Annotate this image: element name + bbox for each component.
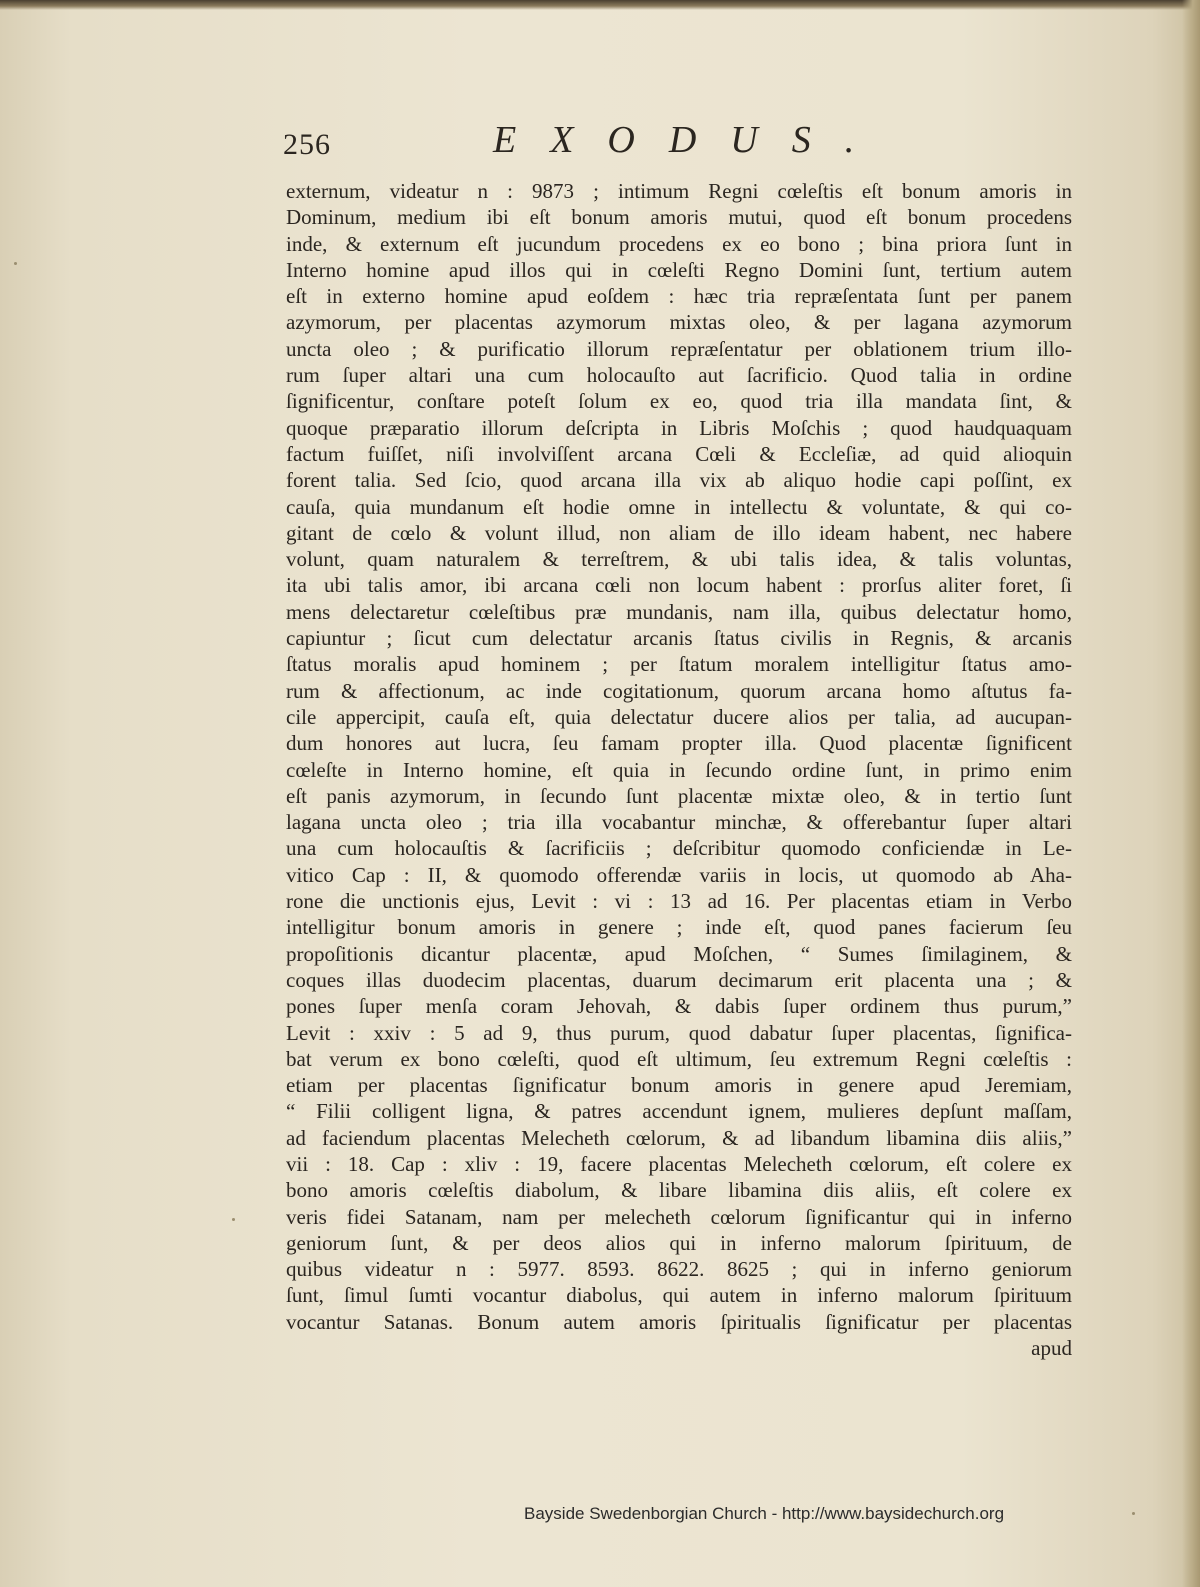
text-line: dum honores aut lucra, ſeu famam propter illa. Quod placentæ ſignificent — [286, 731, 1072, 756]
catchword: apud — [1031, 1336, 1072, 1361]
text-line: lagana uncta oleo ; tria illa vocabantur minchæ, & offerebantur ſuper altari — [286, 810, 1072, 835]
text-line: pones ſuper menſa coram Jehovah, & dabis ſuper ordinem thus purum,” — [286, 994, 1072, 1019]
text-line: ad faciendum placentas Melecheth cœlorum, & ad libandum libamina diis aliis,” — [286, 1125, 1072, 1150]
text-line: forent talia. Sed ſcio, quod arcana illa vix ab aliquo hodie capi poſſint, ex — [286, 468, 1072, 493]
text-line: externum, videatur n : 9873 ; intimum Regni cœleſtis eſt bonum amoris in — [286, 179, 1072, 203]
text-line: azymorum, per placentas azymorum mixtas oleo, & per lagana azymorum — [286, 310, 1072, 335]
text-line: ſignificentur, conſtare poteſt ſolum ex eo, quod tria illa mandata ſint, & — [286, 389, 1072, 414]
paper-speck — [232, 1218, 235, 1221]
paper-speck — [14, 262, 17, 265]
running-head: EXODUS. — [493, 119, 889, 161]
watermark-text: Bayside Swedenborgian Church - http://www.baysidechurch.org — [524, 1504, 1005, 1523]
text-line: rum & affectionum, ac inde cogitationum, quorum arcana homo aſtutus fa- — [286, 678, 1072, 703]
text-line: quoque præparatio illorum deſcripta in Libris Moſchis ; quod haudquaquam — [286, 415, 1072, 440]
text-line: ſtatus moralis apud hominem ; per ſtatum moralem intelligitur ſtatus amo- — [286, 652, 1072, 677]
text-line: ſunt, ſimul ſumti vocantur diabolus, qui autem in inferno malorum ſpirituum — [286, 1283, 1072, 1308]
body-text — [286, 178, 1072, 1361]
text-line: cauſa, quia mundanum eſt hodie omne in intellectu & voluntate, & qui co- — [286, 494, 1072, 519]
paper-speck — [1132, 1512, 1135, 1515]
text-line: volunt, quam naturalem & terreſtrem, & ubi talis idea, & talis voluntas, — [286, 547, 1072, 572]
text-line: Dominum, medium ibi eſt bonum amoris mutui, quod eſt bonum procedens — [286, 205, 1072, 230]
text-line: vocantur Satanas. Bonum autem amoris ſpiritualis ſignificatur per placentas — [286, 1309, 1072, 1334]
text-line: veris fidei Satanam, nam per melecheth cœlorum ſignificantur qui in inferno — [286, 1204, 1072, 1229]
text-line: eſt panis azymorum, in ſecundo ſunt placentæ mixtæ oleo, & in tertio ſunt — [286, 783, 1072, 808]
page-top-edge — [0, 0, 1200, 10]
text-line: intelligitur bonum amoris in genere ; inde eſt, quod panes facierum ſeu — [286, 915, 1072, 940]
text-line: ita ubi talis amor, ibi arcana cœli non locum habent : prorſus aliter foret, ſi — [286, 573, 1072, 598]
text-line: quibus videatur n : 5977. 8593. 8622. 8625 ; qui in inferno geniorum — [286, 1257, 1072, 1282]
text-line: vitico Cap : II, & quomodo offerendæ variis in locis, ut quomodo ab Aha- — [286, 862, 1072, 887]
text-line: bat verum ex bono cœleſti, quod eſt ultimum, ſeu extremum Regni cœleſtis : — [286, 1046, 1072, 1071]
text-line: capiuntur ; ſicut cum delectatur arcanis ſtatus civilis in Regnis, & arcanis — [286, 626, 1072, 651]
text-line: Levit : xxiv : 5 ad 9, thus purum, quod dabatur ſuper placentas, ſignifica- — [286, 1020, 1072, 1045]
text-line: rum ſuper altari una cum holocauſto aut ſacrificio. Quod talia in ordine — [286, 363, 1072, 388]
text-line: factum fuiſſet, niſi involviſſent arcana Cœli & Eccleſiæ, ad quid alioquin — [286, 441, 1072, 466]
page-header — [283, 118, 1103, 170]
text-line: uncta oleo ; & purificatio illorum repræſentatur per oblationem trium illo- — [286, 336, 1072, 361]
text-line: Interno homine apud illos qui in cœleſti Regno Domini ſunt, tertium autem — [286, 257, 1072, 282]
page-right-edge — [1182, 0, 1200, 1587]
text-line: cile appercipit, cauſa eſt, quia delectatur ducere alios per talia, ad aucupan- — [286, 704, 1072, 729]
text-line: una cum holocauſtis & ſacrificiis ; deſcribitur quomodo conficiendæ in Le- — [286, 836, 1072, 861]
text-line: eſt in externo homine apud eoſdem : hæc tria repræſentata ſunt per panem — [286, 284, 1072, 309]
text-line: rone die unctionis ejus, Levit : vi : 13 ad 16. Per placentas etiam in Verbo — [286, 889, 1072, 914]
text-line: gitant de cœlo & volunt illud, non aliam de illo ideam habent, nec habere — [286, 520, 1072, 545]
text-line: mens delectaretur cœleſtibus præ mundanis, nam illa, quibus delectatur homo, — [286, 599, 1072, 624]
page-number: 256 — [283, 128, 331, 161]
text-line: vii : 18. Cap : xliv : 19, facere placentas Melecheth cœlorum, eſt colere ex — [286, 1151, 1072, 1176]
text-line: cœleſte in Interno homine, eſt quia in ſecundo ordine ſunt, in primo enim — [286, 757, 1072, 782]
text-line: etiam per placentas ſignificatur bonum amoris in genere apud Jeremiam, — [286, 1073, 1072, 1098]
text-line: coques illas duodecim placentas, duarum decimarum erit placenta una ; & — [286, 967, 1072, 992]
text-line: geniorum ſunt, & per deos alios qui in inferno malorum ſpirituum, de — [286, 1230, 1072, 1255]
text-line: inde, & externum eſt jucundum procedens ex eo bono ; bina priora ſunt in — [286, 231, 1072, 256]
text-line: propoſitionis dicantur placentæ, apud Moſchen, “ Sumes ſimilaginem, & — [286, 941, 1072, 966]
text-line: “ Filii colligent ligna, & patres accendunt ignem, mulieres depſunt maſſam, — [286, 1099, 1072, 1124]
text-line: bono amoris cœleſtis diabolum, & libare libamina diis aliis, eſt colere ex — [286, 1178, 1072, 1203]
